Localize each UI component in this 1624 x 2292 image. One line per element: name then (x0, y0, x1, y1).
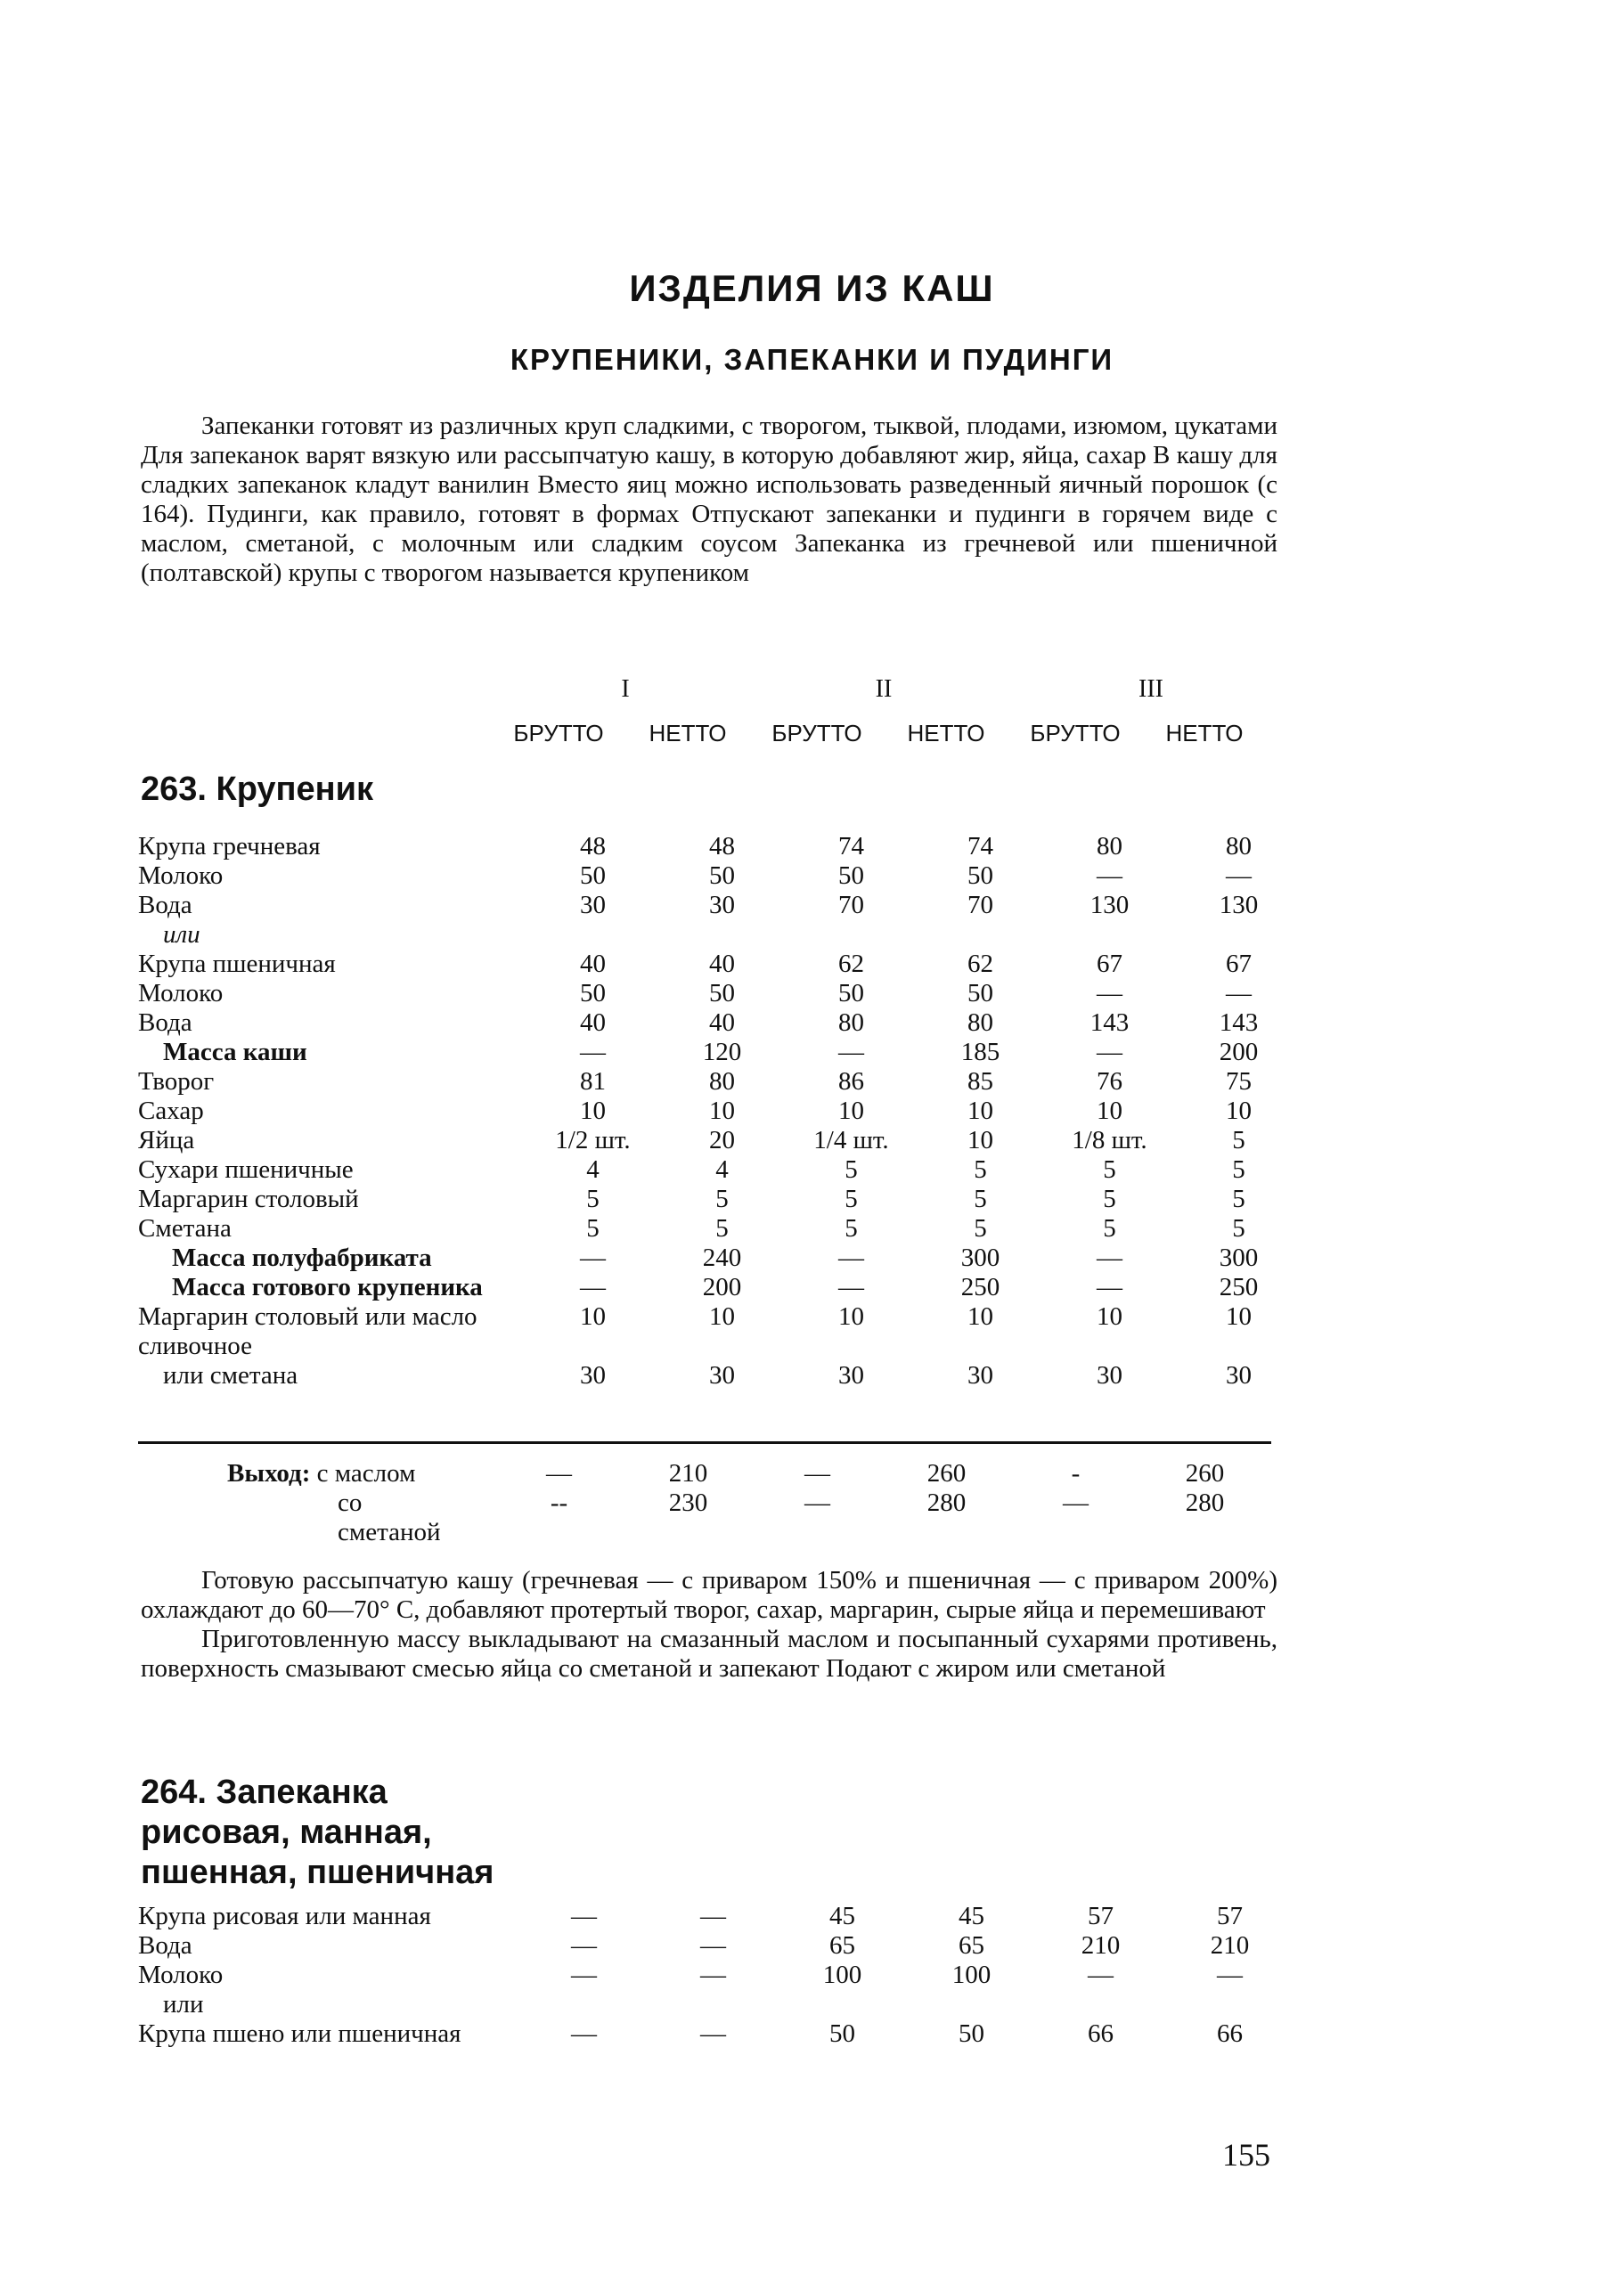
quantity-cell: 70 (967, 891, 993, 919)
quantity-cell: 100 (822, 1961, 862, 1989)
quantity-cell: — (1217, 1961, 1243, 1989)
ingredient-label: Сметана (138, 1214, 232, 1243)
quantity-cell: 30 (1226, 1361, 1252, 1390)
quantity-cell: 40 (709, 950, 735, 978)
quantity-cell: — (1097, 1038, 1122, 1066)
quantity-cell: 5 (586, 1214, 600, 1243)
quantity-cell: 66 (1217, 2019, 1243, 2048)
ingredient-label: Масса полуфабриката (172, 1244, 432, 1272)
quantity-cell: — (1097, 1244, 1122, 1272)
table-row (138, 1185, 1303, 1214)
quantity-cell: 80 (967, 1008, 993, 1037)
quantity-cell: 10 (580, 1097, 606, 1125)
quantity-cell: 30 (838, 1361, 864, 1390)
quantity-cell: 30 (967, 1361, 993, 1390)
quantity-cell: 30 (709, 1361, 735, 1390)
quantity-cell: 48 (580, 832, 606, 861)
instruction-paragraph-2: Приготовленную массу выкладывают на смазанный маслом и посыпанный сухарями противень, поверхность смазывают смесью яйца со сметаной и запекают Подают с жиром или сметаной (141, 1625, 1277, 1683)
yield-cell: 260 (926, 1459, 967, 1488)
quantity-cell: 300 (960, 1244, 1000, 1272)
ingredient-label: Творог (138, 1067, 215, 1096)
quantity-cell: 40 (709, 1008, 735, 1037)
quantity-cell: 4 (715, 1155, 729, 1184)
subsection-title: КРУПЕНИКИ, ЗАПЕКАНКИ И ПУДИНГИ (510, 343, 1114, 376)
quantity-cell: 185 (960, 1038, 1000, 1066)
table-row (138, 891, 1303, 920)
quantity-cell: 80 (709, 1067, 735, 1096)
yield-row (138, 1459, 1269, 1489)
table-row (138, 1931, 1294, 1961)
yield-row (138, 1489, 1269, 1547)
ingredient-label: Сухари пшеничные (138, 1155, 354, 1184)
ingredient-label: Вода (138, 1931, 192, 1960)
column-group-3: III (1138, 675, 1163, 703)
col-header-5: БРУТТО (1030, 720, 1121, 746)
quantity-cell: — (1097, 1273, 1122, 1301)
table-row (138, 1273, 1303, 1302)
quantity-cell: 67 (1097, 950, 1122, 978)
quantity-cell: 100 (951, 1961, 992, 1989)
table-row (138, 1361, 1303, 1391)
yield-label-cell (138, 1489, 494, 1547)
ingredient-label: Молоко (138, 979, 224, 1007)
quantity-cell: — (1097, 979, 1122, 1007)
quantity-cell: 45 (959, 1902, 984, 1930)
quantity-cell: 1/4 шт. (813, 1126, 889, 1154)
table-row (138, 979, 1303, 1008)
recipe-264-title: 264. Запеканка рисовая, манная, пшенная, пшеничная (141, 1774, 494, 1891)
quantity-cell: — (838, 1244, 864, 1272)
quantity-cell: 5 (1103, 1185, 1116, 1213)
quantity-cell: 10 (838, 1097, 864, 1125)
yield-cell: 280 (926, 1489, 967, 1517)
quantity-cell: — (1226, 861, 1252, 890)
quantity-cell: 75 (1226, 1067, 1252, 1096)
yield-cell: — (804, 1459, 830, 1488)
yield-cell: 280 (1185, 1489, 1225, 1517)
quantity-cell: 80 (1097, 832, 1122, 861)
quantity-cell: 10 (967, 1097, 993, 1125)
quantity-cell: 86 (838, 1067, 864, 1096)
quantity-cell: 66 (1088, 2019, 1114, 2048)
quantity-cell: 300 (1219, 1244, 1259, 1272)
quantity-cell: — (1226, 979, 1252, 1007)
instruction-paragraph-1: Готовую рассыпчатую кашу (гречневая — с приваром 150% и пшеничная — с приваром 200%) охлаждают до 60—70° С, добавляют протертый творог, сахар, маргарин, сырые яйца и перемешивают (141, 1566, 1277, 1624)
yield-block (138, 1459, 1269, 1547)
quantity-cell: 200 (1219, 1038, 1259, 1066)
table-row (138, 1961, 1294, 1990)
quantity-cell (657, 920, 787, 950)
table-row (138, 1302, 1303, 1361)
yield-label-cell (138, 1459, 494, 1489)
quantity-cell (1045, 920, 1174, 950)
quantity-cell: 10 (1226, 1097, 1252, 1125)
quantity-cell: 50 (580, 979, 606, 1007)
quantity-cell: 5 (586, 1185, 600, 1213)
quantity-cell: 10 (1226, 1302, 1252, 1331)
ingredient-label: или (163, 1990, 204, 2019)
quantity-cell: 5 (845, 1155, 858, 1184)
quantity-cell: — (580, 1244, 606, 1272)
col-header-2: НЕТТО (649, 720, 727, 746)
ingredient-label: Маргарин столовый (138, 1185, 359, 1213)
column-group-2: II (875, 675, 893, 703)
yield-cell: - (1071, 1459, 1081, 1488)
quantity-cell: — (1088, 1961, 1114, 1989)
quantity-cell: — (571, 1902, 597, 1930)
table-rule (138, 1441, 1271, 1444)
table-row (138, 920, 1303, 950)
table-row (138, 1990, 1294, 2019)
table-row (138, 950, 1303, 979)
quantity-cell: 1/8 шт. (1072, 1126, 1147, 1154)
quantity-cell: 48 (709, 832, 735, 861)
ingredient-label: или сметана (163, 1361, 298, 1390)
intro-text: Запеканки готовят из различных круп сладкими, с творогом, тыквой, плодами, изюмом, цукатами Для запеканок варят вязкую или рассыпчатую кашу, в которую добавляют жир, яйца, сахар В кашу для сладких запеканок кладут ванилин Вместо яиц можно использовать разведенный яичный порошок (с 164). Пудинги, как правило, готовят в формах Отпускают запеканки и пудинги в горячем виде с маслом, сметаной, с молочным или сладким соусом Запеканка из гречневой или пшеничной (полтавской) крупы с творогом называется крупеником (141, 412, 1277, 587)
quantity-cell: — (571, 2019, 597, 2048)
quantity-cell: 240 (702, 1244, 742, 1272)
quantity-cell (916, 920, 1045, 950)
quantity-cell: 210 (1210, 1931, 1250, 1960)
table-row (138, 1126, 1303, 1155)
quantity-cell: 62 (838, 950, 864, 978)
quantity-cell: 10 (967, 1302, 993, 1331)
intro-paragraph (141, 412, 1277, 588)
quantity-cell: 5 (1103, 1214, 1116, 1243)
ingredient-label: Молоко (138, 861, 224, 890)
quantity-cell: 10 (967, 1126, 993, 1154)
quantity-cell: — (580, 1038, 606, 1066)
quantity-cell: 130 (1089, 891, 1130, 919)
table-row (138, 832, 1303, 861)
quantity-cell: 5 (1103, 1155, 1116, 1184)
quantity-cell: — (838, 1038, 864, 1066)
ingredient-label: Крупа пшено или пшеничная (138, 2019, 461, 2048)
table-row (138, 1038, 1303, 1067)
quantity-cell: 57 (1217, 1902, 1243, 1930)
yield-row-2-label: со сметаной (338, 1489, 441, 1546)
quantity-cell (907, 1990, 1036, 2019)
yield-cell: 230 (668, 1489, 708, 1517)
quantity-cell: 143 (1219, 1008, 1259, 1037)
quantity-cell: 50 (838, 979, 864, 1007)
recipe-263-table (138, 832, 1303, 1391)
quantity-cell: 120 (702, 1038, 742, 1066)
quantity-cell: 80 (1226, 832, 1252, 861)
quantity-cell: 10 (1097, 1302, 1122, 1331)
table-row (138, 1067, 1303, 1097)
table-row (138, 1097, 1303, 1126)
quantity-cell (519, 1990, 649, 2019)
quantity-cell: 80 (838, 1008, 864, 1037)
quantity-cell: 5 (974, 1214, 987, 1243)
quantity-cell: 50 (829, 2019, 855, 2048)
quantity-cell: 5 (845, 1214, 858, 1243)
quantity-cell: 85 (967, 1067, 993, 1096)
quantity-cell: — (580, 1273, 606, 1301)
quantity-cell: 50 (967, 979, 993, 1007)
quantity-cell: 1/2 шт. (555, 1126, 631, 1154)
quantity-cell: 10 (1097, 1097, 1122, 1125)
yield-label: Выход: (227, 1459, 311, 1488)
table-row (138, 1902, 1294, 1931)
quantity-cell: 40 (580, 1008, 606, 1037)
quantity-cell: 65 (829, 1931, 855, 1960)
ingredient-label: Масса каши (163, 1038, 307, 1066)
quantity-cell: 5 (1232, 1155, 1245, 1184)
quantity-cell (787, 920, 916, 950)
table-row (138, 1214, 1303, 1244)
quantity-cell: 5 (715, 1185, 729, 1213)
ingredient-label: или (163, 920, 200, 949)
quantity-cell: 40 (580, 950, 606, 978)
ingredient-label: Маргарин столовый или масло сливочное (138, 1302, 477, 1360)
table-row (138, 1155, 1303, 1185)
quantity-cell: 50 (838, 861, 864, 890)
quantity-cell: 57 (1088, 1902, 1114, 1930)
quantity-cell (1174, 920, 1303, 950)
quantity-cell: 10 (709, 1097, 735, 1125)
quantity-cell: 200 (702, 1273, 742, 1301)
recipe-263-instructions (141, 1566, 1277, 1684)
col-header-6: НЕТТО (1165, 720, 1244, 746)
quantity-cell: — (571, 1961, 597, 1989)
table-row (138, 1244, 1303, 1273)
ingredient-label: Крупа пшеничная (138, 950, 336, 978)
quantity-cell: 5 (1232, 1185, 1245, 1213)
quantity-cell: 76 (1097, 1067, 1122, 1096)
table-row (138, 861, 1303, 891)
ingredient-label: Вода (138, 891, 192, 919)
quantity-cell: 65 (959, 1931, 984, 1960)
quantity-cell: — (700, 2019, 726, 2048)
ingredient-label: Масса готового крупеника (172, 1273, 483, 1301)
ingredient-label: Молоко (138, 1961, 224, 1989)
quantity-cell: — (571, 1931, 597, 1960)
quantity-cell: 250 (960, 1273, 1000, 1301)
quantity-cell: 10 (580, 1302, 606, 1331)
yield-cell: -- (550, 1489, 568, 1517)
quantity-cell (649, 1990, 778, 2019)
quantity-cell: 67 (1226, 950, 1252, 978)
quantity-cell: 30 (1097, 1361, 1122, 1390)
quantity-cell: 50 (967, 861, 993, 890)
table-row (138, 2019, 1294, 2049)
quantity-cell: 50 (580, 861, 606, 890)
quantity-cell (1165, 1990, 1294, 2019)
col-header-4: НЕТТО (907, 720, 985, 746)
quantity-cell: 250 (1219, 1273, 1259, 1301)
quantity-cell: 50 (959, 2019, 984, 2048)
ingredient-label: Крупа рисовая или манная (138, 1902, 431, 1930)
yield-cell: — (546, 1459, 572, 1488)
quantity-cell: — (700, 1931, 726, 1960)
quantity-cell: 10 (838, 1302, 864, 1331)
quantity-cell: 5 (974, 1185, 987, 1213)
quantity-cell: 143 (1089, 1008, 1130, 1037)
yield-row-1-label: с маслом (316, 1459, 416, 1488)
ingredient-label: Сахар (138, 1097, 204, 1125)
yield-cell: — (804, 1489, 830, 1517)
quantity-cell: 50 (709, 861, 735, 890)
quantity-cell: — (700, 1961, 726, 1989)
quantity-cell: 62 (967, 950, 993, 978)
quantity-cell: 5 (1232, 1214, 1245, 1243)
quantity-cell: 30 (709, 891, 735, 919)
quantity-cell: 130 (1219, 891, 1259, 919)
yield-cell: 260 (1185, 1459, 1225, 1488)
recipe-263-title: 263. Крупеник (141, 771, 373, 808)
quantity-cell (1036, 1990, 1165, 2019)
ingredient-label: Крупа гречневая (138, 832, 321, 861)
quantity-cell: 5 (845, 1185, 858, 1213)
quantity-cell: 4 (586, 1155, 600, 1184)
quantity-cell: 45 (829, 1902, 855, 1930)
column-group-1: I (621, 675, 630, 703)
recipe-264-table (138, 1902, 1294, 2049)
quantity-cell: 74 (967, 832, 993, 861)
quantity-cell: 70 (838, 891, 864, 919)
quantity-cell: 30 (580, 891, 606, 919)
quantity-cell: — (838, 1273, 864, 1301)
quantity-cell (528, 920, 657, 950)
quantity-cell: — (1097, 861, 1122, 890)
quantity-cell: 5 (715, 1214, 729, 1243)
quantity-cell: 5 (974, 1155, 987, 1184)
ingredient-label: Вода (138, 1008, 192, 1037)
quantity-cell: 210 (1081, 1931, 1121, 1960)
quantity-cell: 74 (838, 832, 864, 861)
quantity-cell: 5 (1232, 1126, 1245, 1154)
quantity-cell (778, 1990, 907, 2019)
col-header-3: БРУТТО (771, 720, 862, 746)
section-title: ИЗДЕЛИЯ ИЗ КАШ (629, 267, 995, 309)
quantity-cell: — (700, 1902, 726, 1930)
yield-cell: — (1063, 1489, 1089, 1517)
col-header-1: БРУТТО (513, 720, 604, 746)
table-row (138, 1008, 1303, 1038)
yield-cell: 210 (668, 1459, 708, 1488)
quantity-cell: 30 (580, 1361, 606, 1390)
ingredient-label: Яйца (138, 1126, 195, 1154)
page-number: 155 (1222, 2137, 1270, 2173)
quantity-cell: 81 (580, 1067, 606, 1096)
quantity-cell: 10 (709, 1302, 735, 1331)
quantity-cell: 50 (709, 979, 735, 1007)
quantity-cell: 20 (709, 1126, 735, 1154)
